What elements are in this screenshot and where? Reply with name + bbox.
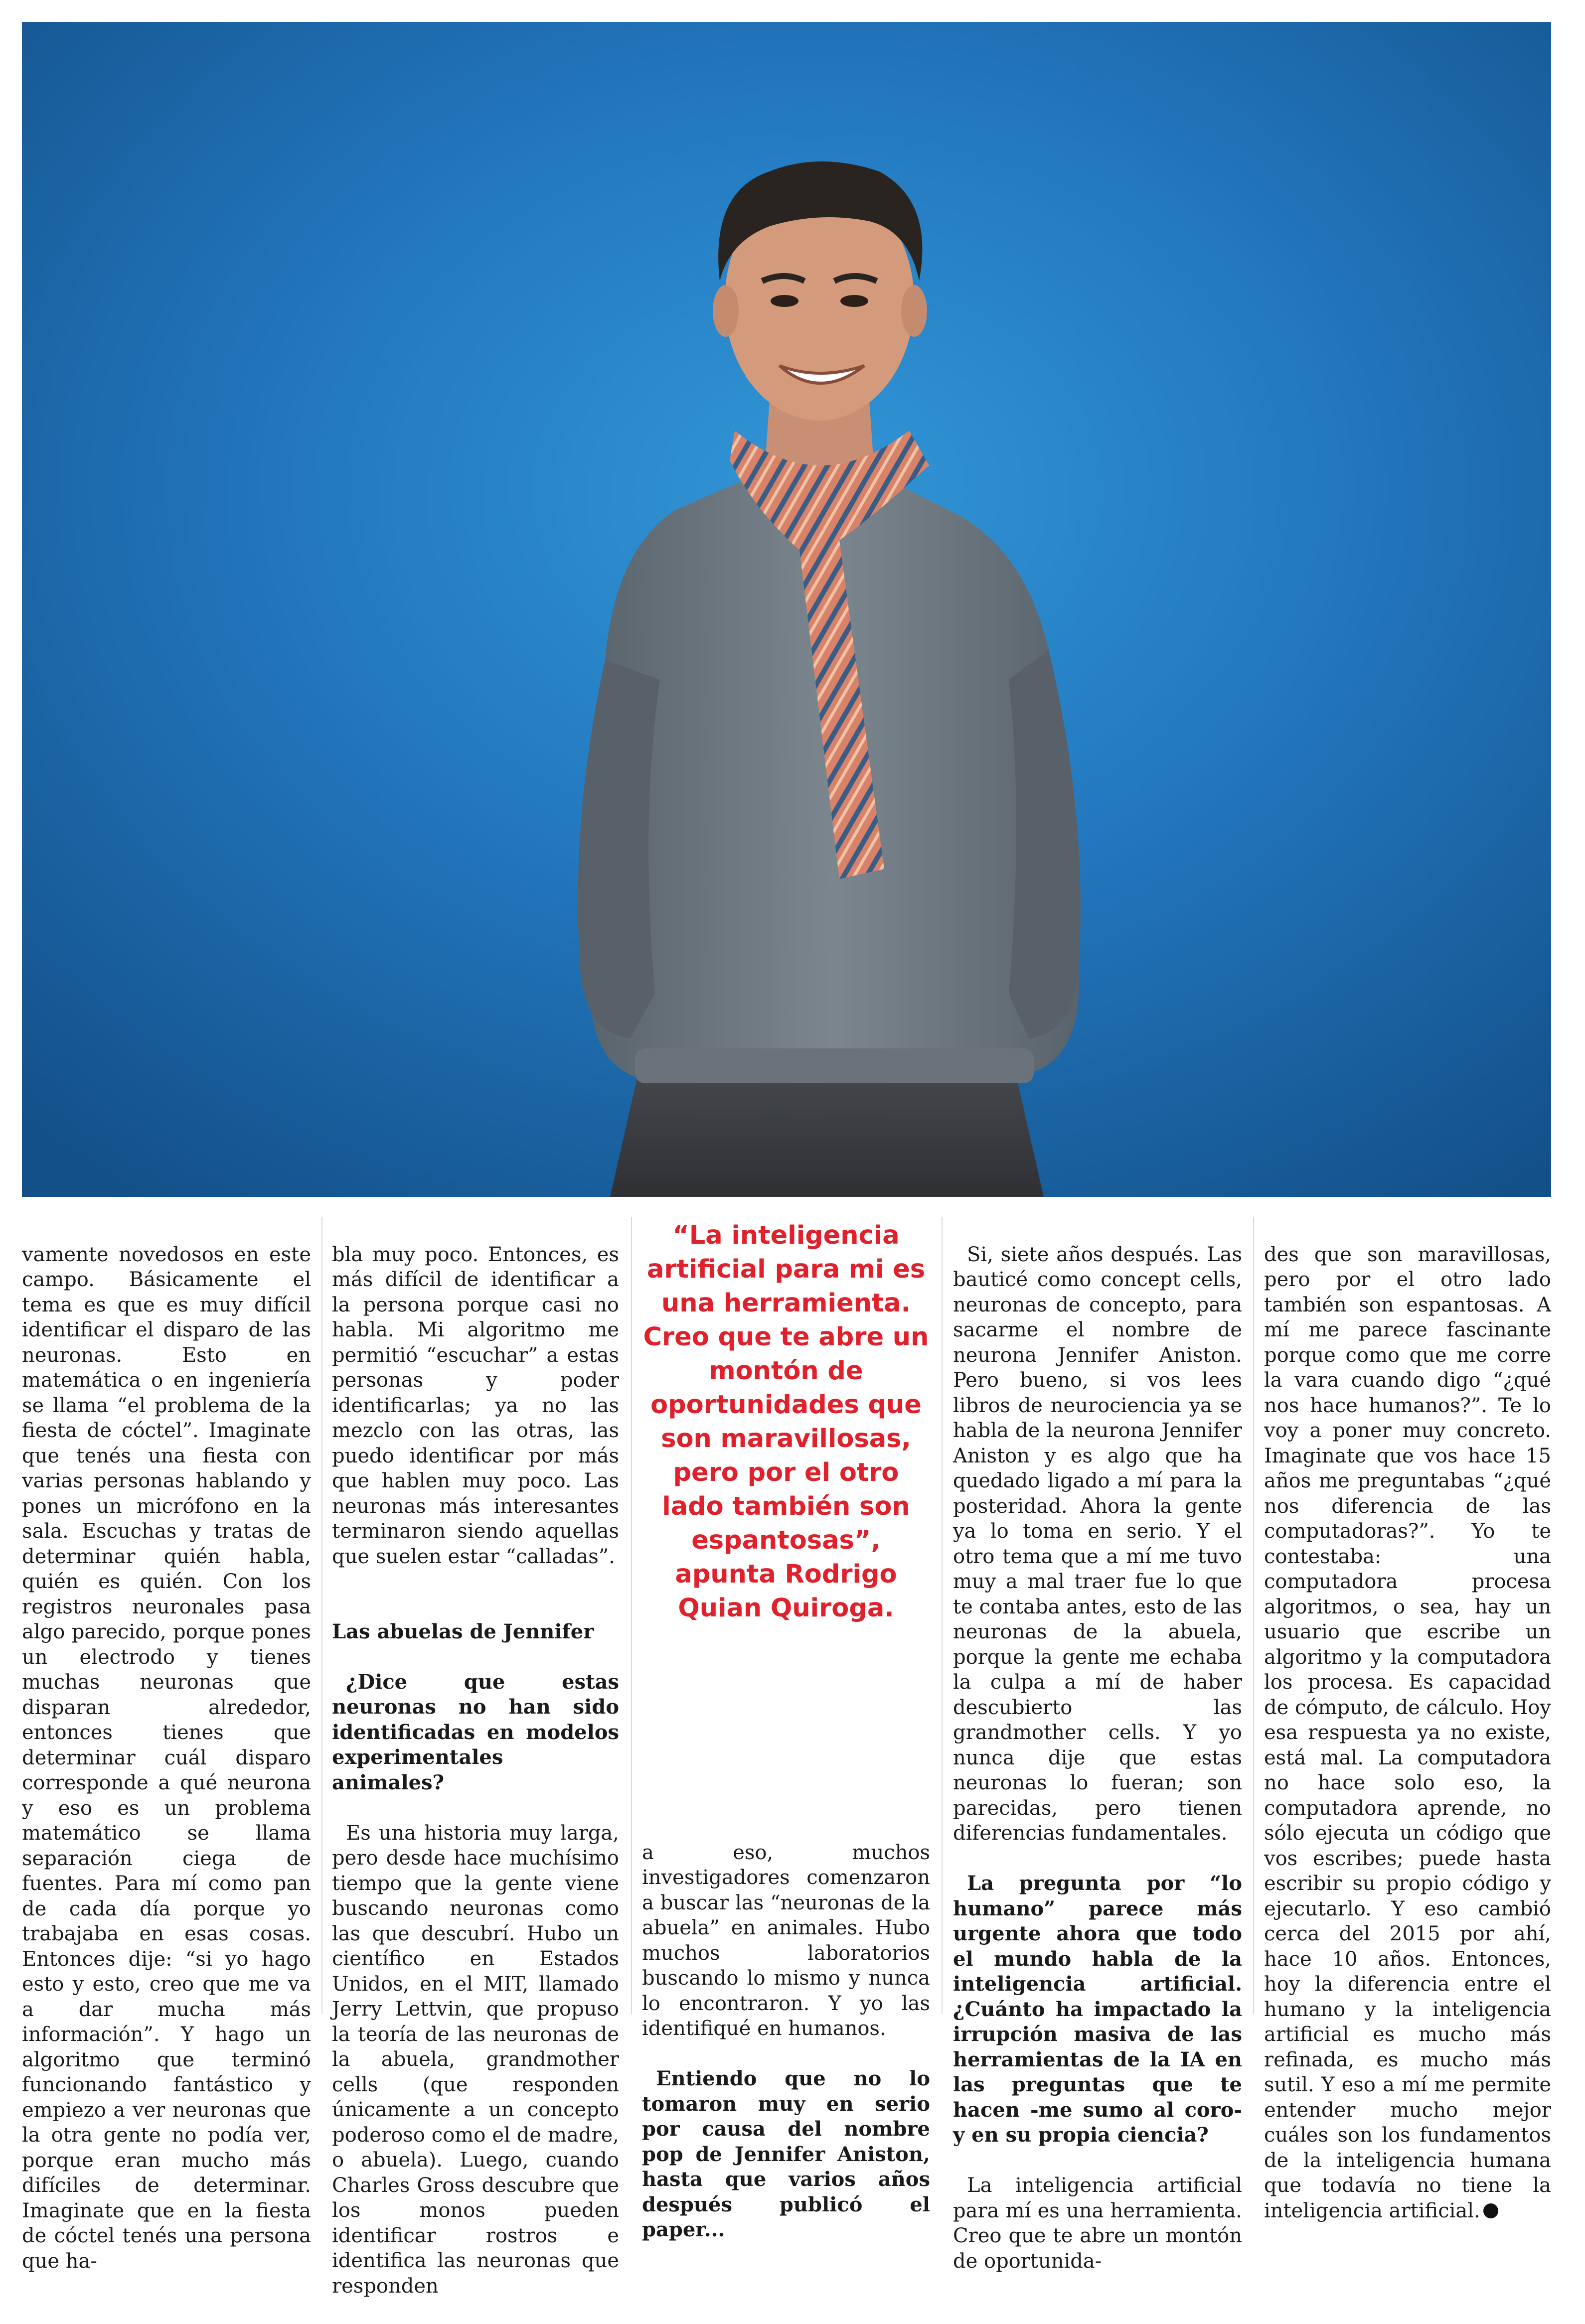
end-of-article-mark <box>1483 2203 1498 2218</box>
portrait-photo <box>22 22 1551 1197</box>
body-paragraph: bla muy poco. Entonces, es más difícil de identificar a la persona porque casi no habla. Mi algoritmo me permitió “escuchar” a estas personas y poder identificarlas; ya no las mezclo con las otras, las puedo identificar por más que hablen muy poco. Las neuronas más interesantes terminaron siendo aquellas que suelen estar “calladas”. <box>332 1243 619 1568</box>
interview-question: La pregunta por “lo humano” parece más urgente ahora que todo el mundo habla de la inteligencia artificial. ¿Cuánto ha impactado la irrupción masiva de las herramientas de la IA en las preguntas que te hacen -me sumo al coro- y en su propia ciencia? <box>953 1872 1242 2147</box>
closing-text: des que son maravillosas, pero por el otro lado también son espantosas. A mí me parece fascinante porque como que me corre la vara cuando digo “¿qué nos hace humanos?”. Te lo voy a poner muy concreto. Imaginate que vos hace 15 años me preguntabas “¿qué nos diferencia de las computadoras?”. Yo te contestaba: una computadora procesa algoritmos, o sea, hay un usuario que escribe un algoritmo y la computadora los procesa. Es capacidad de cómputo, de cálculo. Hoy esa respuesta ya no existe, está mal. La computadora no hace solo eso, la computadora aprende, no sólo ejecuta un código que vos escribes; puede hasta escribir su propio código y ejecutarlo. Y eso cambió cerca del 2015 por ahí, hace 10 años. Entonces, hoy la diferencia entre el humano y la inteligencia artificial es mucho más refinada, es mucho más sutil. Y eso a mí me permite entender mucho mejor cuáles son los fundamentos de la inteligencia humana que todavía no tiene la inteligencia artificial. <box>1264 1243 1551 2222</box>
text-column-1 <box>22 1217 311 2299</box>
column-divider <box>1253 1217 1254 2014</box>
column-divider <box>631 1217 632 2014</box>
text-column-5 <box>1264 1217 1551 2249</box>
column-divider <box>942 1217 943 2014</box>
interview-question: ¿Dice que estas neuronas no han sido identificadas en modelos experimentales animales? <box>332 1670 619 1794</box>
text-column-3 <box>642 1815 930 2268</box>
column-divider <box>321 1217 322 2014</box>
body-paragraph: Es una historia muy larga, pero desde hace muchísimo tiempo que la gente viene buscando neuronas como las que descubrí. Hubo un científico en Estados Unidos, en el MIT, llamado Jerry Lettvin, que propuso la teoría de las neuronas de la abuela, grandmother cells (que responden únicamente a un concepto poderoso como el de madre, o abuela). Luego, cuando Charles Gross descubre que los monos pueden identificar rostros e identifica las neuronas que responden <box>332 1821 619 2298</box>
body-paragraph: Si, siete años después. Las bauticé como concept cells, neuronas de concepto, para sacarme el nombre de neurona Jennifer Aniston. Pero bueno, si vos lees libros de neurociencia ya se habla de la neurona Jennifer Aniston y es algo que ha quedado ligado a mí para la posteridad. Ahora la gente ya lo toma en serio. Y el otro tema que a mí me tuvo muy a mal traer fue lo que te contaba antes, esto de las neuronas de la abuela, porque la gente me echaba la culpa a mí de haber descubierto las grandmother cells. Y yo nunca dije que estas neuronas lo fueran; son parecidas, pero tienen diferencias fundamentales. <box>953 1243 1242 1845</box>
text-column-2 <box>332 1217 619 2324</box>
body-paragraph: La inteligencia artificial para mí es una herramienta. Creo que te abre un montón de oportunida- <box>953 2174 1242 2273</box>
interview-question: Entiendo que no lo tomaron muy en serio por causa del nombre pop de Jennifer Aniston, hasta que varios años después publicó el paper... <box>642 2067 930 2241</box>
body-paragraph: vamente novedosos en este campo. Básicamente el tema es que es muy difícil identificar el disparo de las neuronas. Esto en matemática o en ingeniería se llama “el problema de la fiesta de cóctel”. Imaginate que tenés una fiesta con varias personas hablando y pones un micrófono en la sala. Escuchas y tratas de determinar quién habla, quién es quién. Con los registros neuronales pasa algo parecido, porque pones un electrodo y tienes muchas neuronas que disparan alrededor, entonces tienes que determinar cuál disparo corresponde a qué neurona y eso es un problema matemático se llama separación ciega de fuentes. Para mí como pan de cada día porque yo trabajaba en esas cosas. Entonces dije: “si yo hago esto y esto, creo que me va a dar mucha más información”. Y hago un algoritmo que terminó funcionando fantástico y empiezo a ver neuronas que la otra gente no podía ver, porque eran mucho más difíciles de determinar. Imaginate que en la fiesta de cóctel tenés una persona que ha- <box>22 1243 311 2273</box>
text-column-4 <box>953 1217 1242 2299</box>
body-paragraph <box>1264 1242 1551 2224</box>
portrait-illustration <box>22 22 1551 1197</box>
section-subhead: Las abuelas de Jennifer <box>332 1619 594 1643</box>
pull-quote: “La inteligencia artificial para mi es una herramienta. Creo que te abre un montón de oportunidades que son maravillosas, pero por el otro lado también son espantosas”, apunta Rodrigo Quian Quiroga. <box>643 1221 929 1623</box>
body-paragraph: a eso, muchos investigadores comenzaron a buscar las “neuronas de la abuela” en animales. Hubo muchos laboratorios buscando lo mismo y nunca lo encontraron. Y yo las identifiqué en humanos. <box>642 1841 930 2040</box>
